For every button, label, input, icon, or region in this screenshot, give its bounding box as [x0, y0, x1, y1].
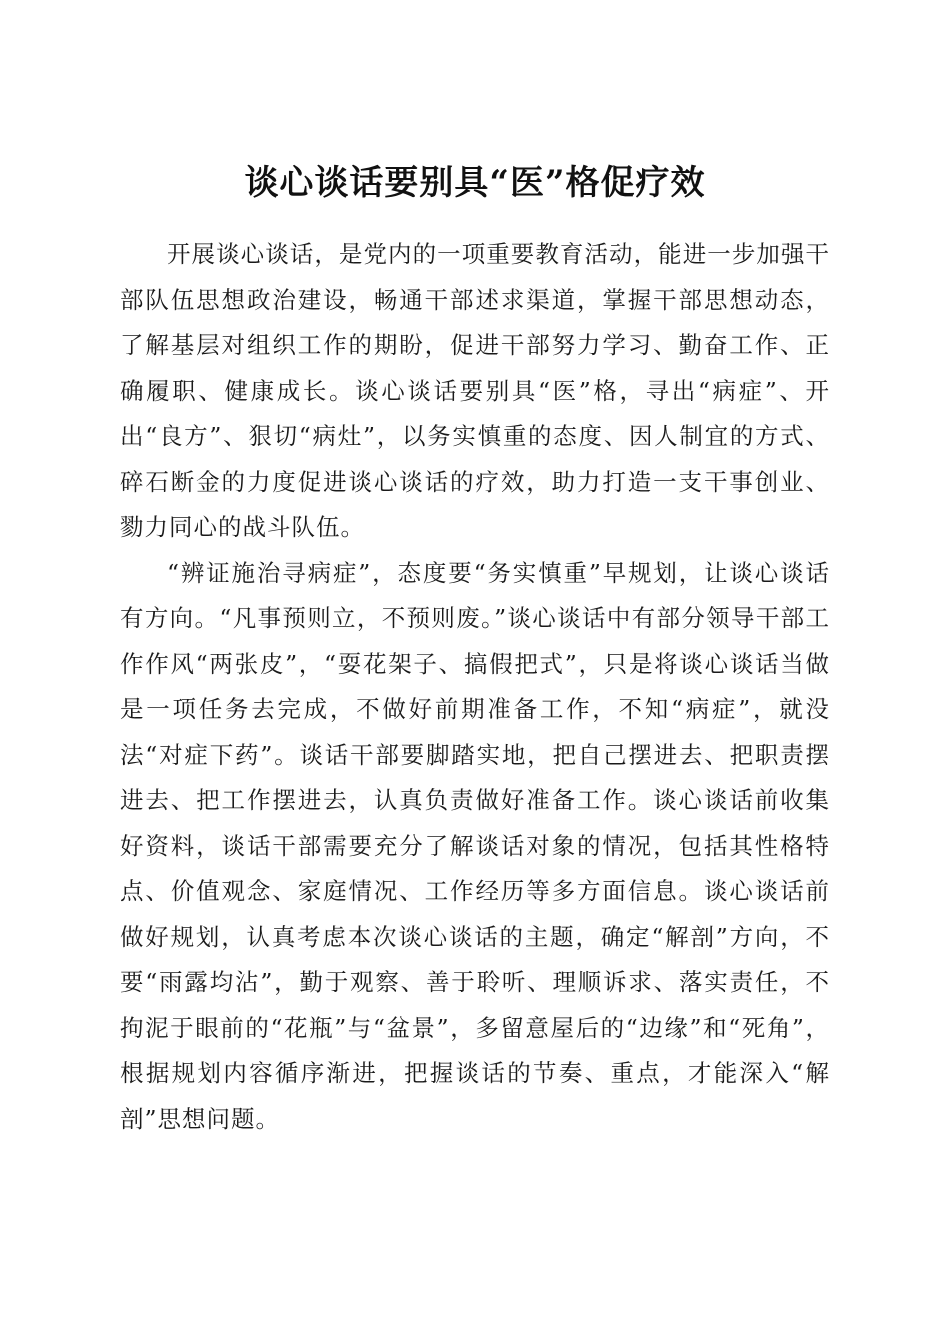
document-title: 谈心谈话要别具“医”格促疗效 [244, 162, 706, 203]
paragraph-2: “辨证施治寻病症”，态度要“务实慎重”早规划，让谈心谈话有方向。“凡事预则立，不预则废。”谈心谈话中有部分领导干部工作作风“两张皮”，“耍花架子、搞假把式”，只是将谈心谈话当做是一项任务去完成，不做好前期准备工作，不知“病症”，就没法“对症下药”。谈话干部要脚踏实地，把自己摆进去、把职责摆进去、把工作摆进去，认真负责做好准备工作。谈心谈话前收集好资料，谈话干部需要充分了解谈话对象的情况，包括其性格特点、价值观念、家庭情况、工作经历等多方面信息。谈心谈话前做好规划，认真考虑本次谈心谈话的主题，确定“解剖”方向，不要“雨露均沾”，勤于观察、善于聆听、理顺诉求、落实责任，不拘泥于眼前的“花瓶”与“盆景”，多留意屋后的“边缘”和“死角”，根据规划内容循序渐进，把握谈话的节奏、重点，才能深入“解剖”思想问题。 [120, 558, 830, 1133]
paragraph-1: 开展谈心谈话，是党内的一项重要教育活动，能进一步加强干部队伍思想政治建设，畅通干部述求渠道，掌握干部思想动态，了解基层对组织工作的期盼，促进干部努力学习、勤奋工作、正确履职、健康成长。谈心谈话要别具“医”格，寻出“病症”、开出“良方”、狠切“病灶”，以务实慎重的态度、因人制宜的方式、碎石断金的力度促进谈心谈话的疗效，助力打造一支干事创业、勠力同心的战斗队伍。 [120, 240, 830, 541]
document-body [120, 232, 830, 1142]
